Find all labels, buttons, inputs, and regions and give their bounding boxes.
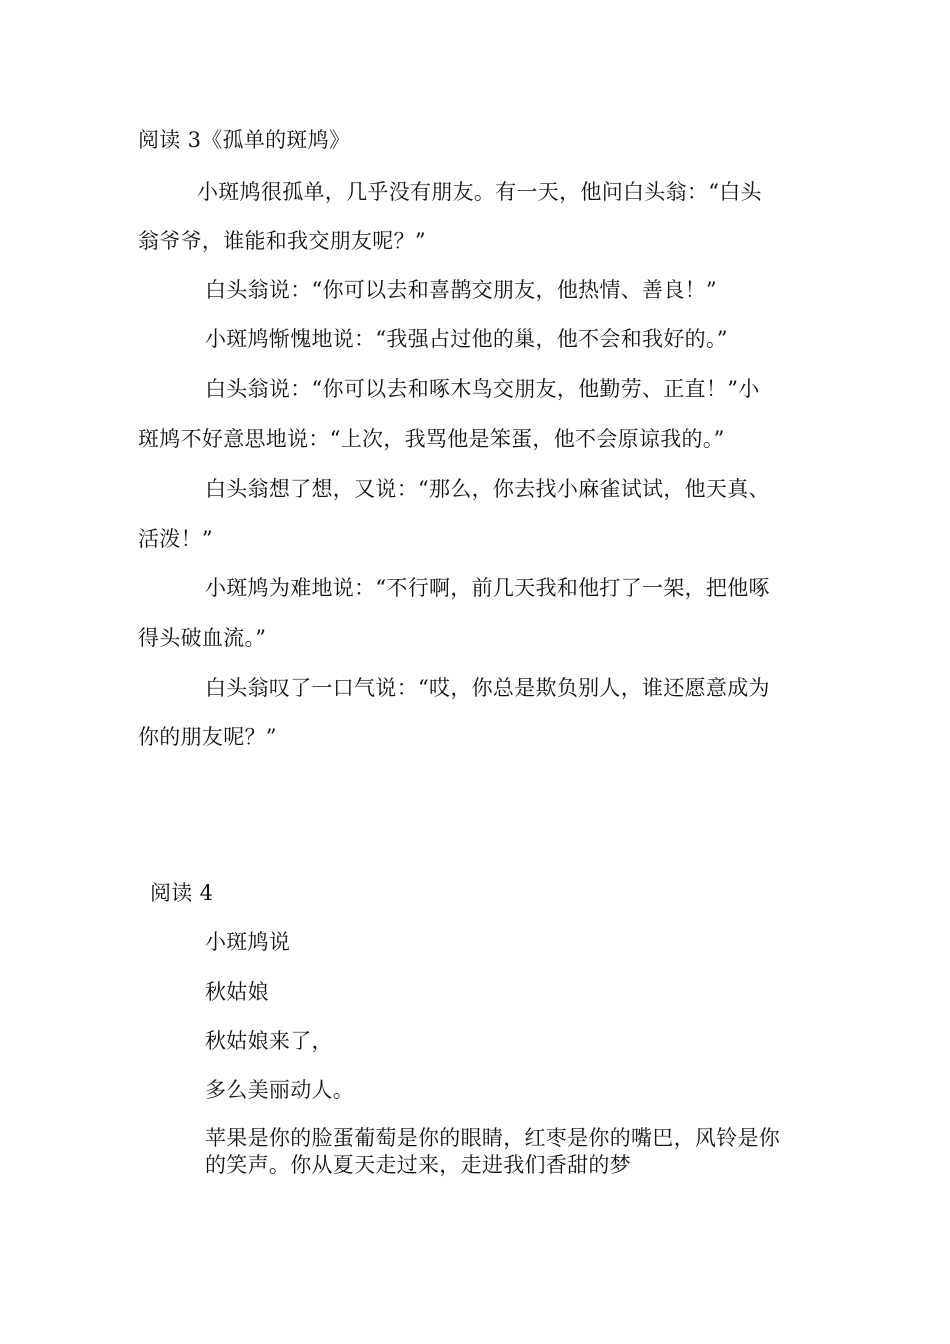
reading4-item5-line2: 的笑声。你从夏天走过来，走进我们香甜的梦: [205, 1153, 631, 1177]
reading4-item4: 多么美丽动人。: [205, 1078, 355, 1102]
reading4-item3: 秋姑娘来了，: [205, 1029, 333, 1053]
reading3-p7-line1: 白头翁叹了一口气说：“哎，你总是欺负别人，谁还愿意成为: [205, 676, 770, 700]
reading4-item2: 秋姑娘: [205, 980, 269, 1004]
reading3-p4-line2: 斑鸠不好意思地说：“上次，我骂他是笨蛋，他不会原谅我的。”: [138, 427, 725, 451]
reading3-p5-line1: 白头翁想了想，又说：“那么，你去找小麻雀试试，他天真、: [205, 477, 770, 501]
reading4-title: 阅读 4: [150, 881, 214, 905]
reading4-item5-line1: 苹果是你的脸蛋葡萄是你的眼睛，红枣是你的嘴巴，风铃是你: [205, 1126, 781, 1150]
reading3-title: 阅读 3《孤单的斑鸠》: [138, 128, 351, 152]
reading3-p2-line1: 白头翁说：“你可以去和喜鹊交朋友，他热情、善良！”: [205, 278, 717, 302]
reading3-p1-line2: 翁爷爷，谁能和我交朋友呢？”: [138, 229, 426, 253]
reading3-p4-line1: 白头翁说：“你可以去和啄木鸟交朋友，他勤劳、正直！”小: [205, 377, 760, 401]
reading3-p6-line1: 小斑鸠为难地说：“不行啊，前几天我和他打了一架，把他啄: [205, 576, 770, 600]
reading4-item1: 小斑鸠说: [205, 930, 291, 954]
reading3-p6-line2: 得头破血流。”: [138, 626, 267, 650]
reading3-p7-line2: 你的朋友呢？”: [138, 725, 277, 749]
reading3-p5-line2: 活泼！”: [138, 527, 213, 551]
reading3-p1-line1: 小斑鸠很孤单，几乎没有朋友。有一天，他问白头翁：“白头: [197, 180, 762, 204]
reading3-p3-line1: 小斑鸠惭愧地说：“我强占过他的巢，他不会和我好的。”: [205, 327, 728, 351]
